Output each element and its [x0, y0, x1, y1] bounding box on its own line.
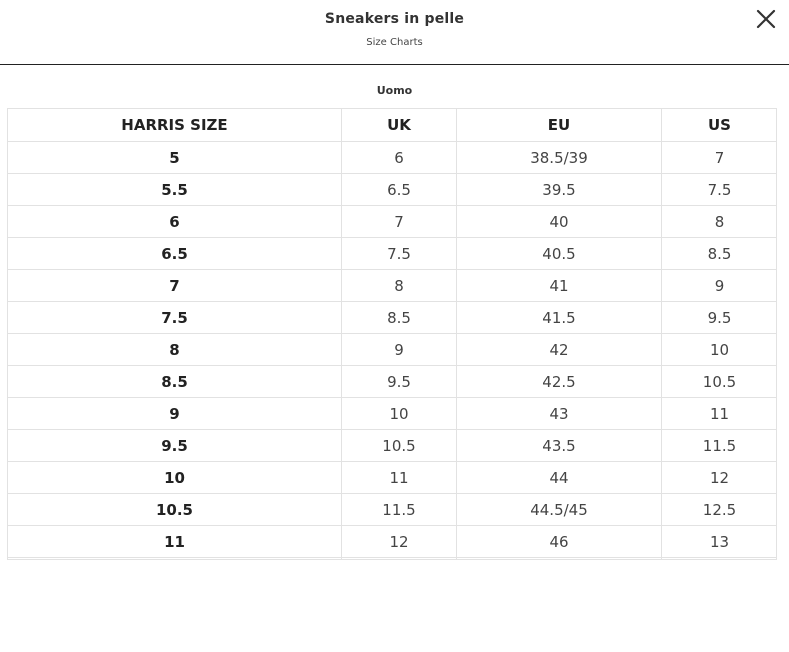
table-row: [8, 430, 778, 462]
partial-cell: [8, 558, 342, 561]
uk-cell: 12: [342, 526, 457, 558]
uk-cell: 9: [342, 334, 457, 366]
harris-size-cell: 10.5: [8, 494, 342, 526]
table-row: [8, 238, 778, 270]
harris-size-cell: 6: [8, 206, 342, 238]
table-row: [8, 366, 778, 398]
us-cell: 11: [662, 398, 778, 430]
eu-cell: 42: [457, 334, 662, 366]
eu-cell: 41: [457, 270, 662, 302]
table-row: [8, 174, 778, 206]
uk-cell: 7.5: [342, 238, 457, 270]
us-cell: 8.5: [662, 238, 778, 270]
modal-subtitle: Size Charts: [366, 37, 423, 48]
eu-cell: 40: [457, 206, 662, 238]
eu-cell: 38.5/39: [457, 142, 662, 174]
uk-cell: 8.5: [342, 302, 457, 334]
table-body: [8, 142, 778, 561]
column-header-us: US: [662, 109, 778, 142]
harris-size-cell: 8.5: [8, 366, 342, 398]
table-header-row: [8, 109, 778, 142]
us-cell: 9: [662, 270, 778, 302]
table-row: [8, 526, 778, 558]
us-cell: 11.5: [662, 430, 778, 462]
table-row: [8, 142, 778, 174]
us-cell: 10: [662, 334, 778, 366]
eu-cell: 39.5: [457, 174, 662, 206]
eu-cell: 43: [457, 398, 662, 430]
us-cell: 13: [662, 526, 778, 558]
uk-cell: 6: [342, 142, 457, 174]
uk-cell: 11.5: [342, 494, 457, 526]
close-button[interactable]: [753, 6, 779, 32]
us-cell: 8: [662, 206, 778, 238]
size-table: [7, 108, 777, 560]
table-row-partial: [8, 558, 778, 561]
table-row: [8, 302, 778, 334]
partial-cell: [342, 558, 457, 561]
table-row: [8, 398, 778, 430]
harris-size-cell: 5.5: [8, 174, 342, 206]
size-table-container[interactable]: [7, 108, 777, 560]
harris-size-cell: 6.5: [8, 238, 342, 270]
uk-cell: 6.5: [342, 174, 457, 206]
eu-cell: 42.5: [457, 366, 662, 398]
uk-cell: 8: [342, 270, 457, 302]
harris-size-cell: 8: [8, 334, 342, 366]
column-header-harris-size: HARRIS SIZE: [8, 109, 342, 142]
table-row: [8, 334, 778, 366]
us-cell: 12: [662, 462, 778, 494]
close-icon: [753, 6, 779, 32]
table-row: [8, 462, 778, 494]
partial-cell: [457, 558, 662, 561]
us-cell: 7.5: [662, 174, 778, 206]
uk-cell: 10.5: [342, 430, 457, 462]
table-row: [8, 270, 778, 302]
eu-cell: 40.5: [457, 238, 662, 270]
table-row: [8, 494, 778, 526]
modal-header: [0, 0, 789, 65]
uk-cell: 11: [342, 462, 457, 494]
table-row: [8, 206, 778, 238]
partial-cell: [662, 558, 778, 561]
harris-size-cell: 11: [8, 526, 342, 558]
eu-cell: 43.5: [457, 430, 662, 462]
uk-cell: 9.5: [342, 366, 457, 398]
eu-cell: 44.5/45: [457, 494, 662, 526]
us-cell: 12.5: [662, 494, 778, 526]
eu-cell: 41.5: [457, 302, 662, 334]
harris-size-cell: 9.5: [8, 430, 342, 462]
modal-title: Sneakers in pelle: [324, 11, 465, 27]
harris-size-cell: 10: [8, 462, 342, 494]
eu-cell: 46: [457, 526, 662, 558]
uk-cell: 10: [342, 398, 457, 430]
us-cell: 10.5: [662, 366, 778, 398]
eu-cell: 44: [457, 462, 662, 494]
harris-size-cell: 9: [8, 398, 342, 430]
uk-cell: 7: [342, 206, 457, 238]
harris-size-cell: 5: [8, 142, 342, 174]
column-header-uk: UK: [342, 109, 457, 142]
us-cell: 9.5: [662, 302, 778, 334]
section-label-uomo: Uomo: [376, 84, 413, 97]
column-header-eu: EU: [457, 109, 662, 142]
us-cell: 7: [662, 142, 778, 174]
harris-size-cell: 7: [8, 270, 342, 302]
harris-size-cell: 7.5: [8, 302, 342, 334]
